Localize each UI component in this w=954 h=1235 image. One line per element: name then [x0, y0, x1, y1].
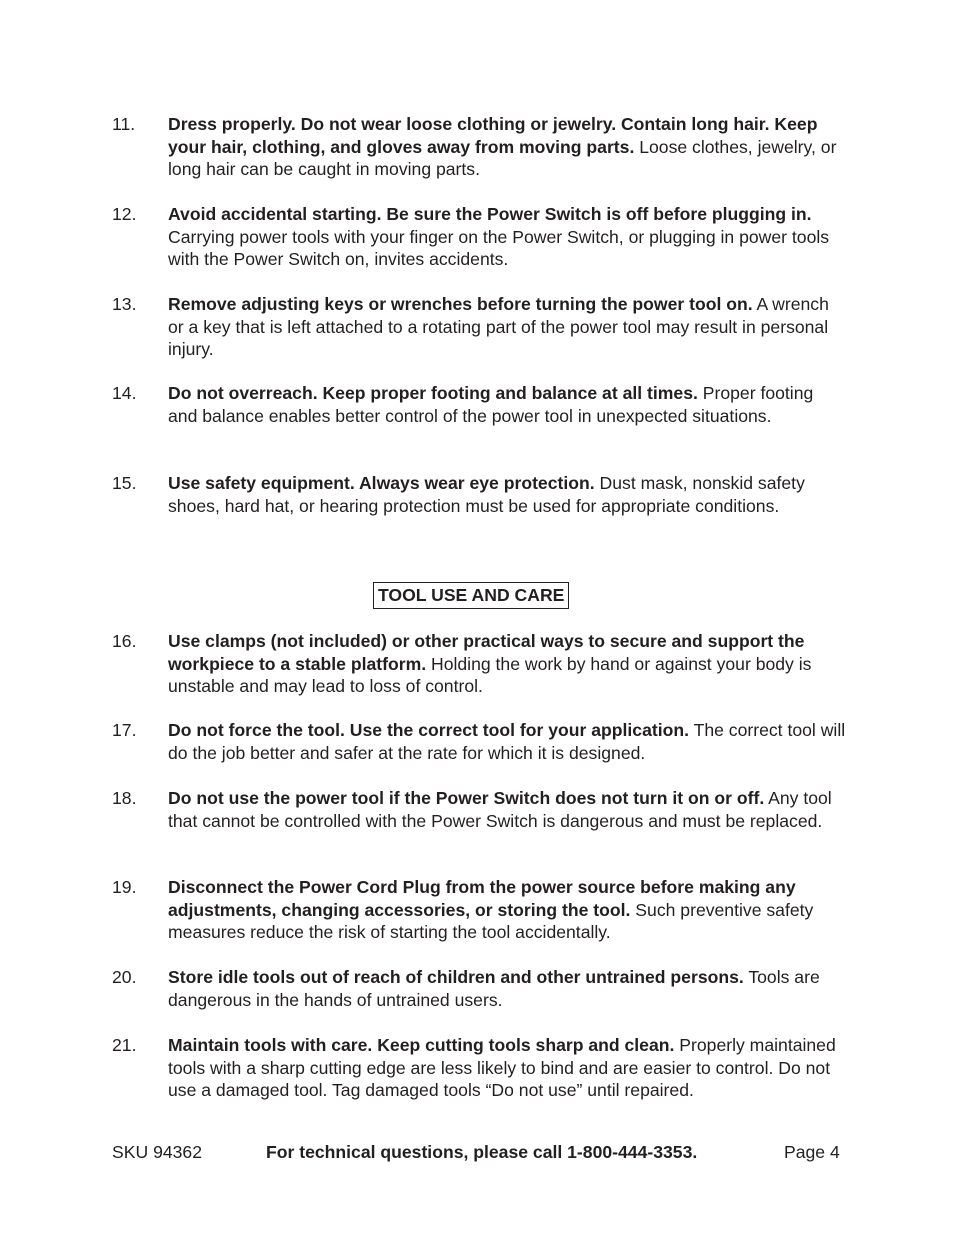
item-text [168, 719, 847, 764]
list-item [112, 876, 847, 944]
list-item [112, 966, 847, 1011]
item-number: 11. [112, 114, 136, 134]
item-bold-text: Disconnect the Power Cord Plug from the power source before making any adjustments, changing accessories, or storing the tool. [168, 877, 796, 920]
item-body-text: Dust mask, nonskid safety shoes, hard hat, or hearing protection must be used for appropriate conditions. [168, 473, 805, 516]
item-number: 19. [112, 877, 137, 897]
item-number: 17. [112, 720, 137, 740]
item-body-text: Loose clothes, jewelry, or long hair can be caught in moving parts. [168, 136, 837, 180]
item-body-text: Holding the work by hand or against your body is unstable and may lead to loss of control. [168, 653, 812, 697]
list-item [112, 113, 847, 181]
item-text [168, 630, 847, 698]
list-item [112, 787, 847, 832]
item-number: 20. [112, 967, 137, 987]
item-bold-text: Do not use the power tool if the Power Switch does not turn it on or off. [168, 788, 765, 808]
item-body-text: Such preventive safety measures reduce the risk of starting the tool accidentally. [168, 899, 814, 943]
item-body-text: Proper footing and balance enables better control of the power tool in unexpected situations. [168, 383, 814, 426]
item-bold-text: Remove adjusting keys or wrenches before turning the power tool on. [168, 294, 753, 314]
item-number: 15. [112, 473, 137, 493]
item-text [168, 113, 847, 181]
item-number: 14. [112, 383, 137, 403]
item-bold-text: Do not force the tool. Use the correct tool for your application. [168, 720, 690, 740]
item-bold-text: Do not overreach. Keep proper footing and balance at all times. [168, 383, 698, 403]
item-text [168, 966, 847, 1011]
item-body-text: Any tool that cannot be controlled with the Power Switch is dangerous and must be replaced. [168, 788, 832, 831]
item-body-text: Tools are dangerous in the hands of untrained users. [168, 967, 820, 1010]
item-text [168, 382, 847, 427]
item-number: 13. [112, 294, 137, 314]
footer-contact: For technical questions, please call 1-800-444-3353. [266, 1142, 698, 1162]
item-bold-text: Use clamps (not included) or other practical ways to secure and support the workpiece to a stable platform. [168, 631, 805, 674]
item-number: 12. [112, 204, 137, 224]
item-body-text: The correct tool will do the job better and safer at the rate for which it is designed. [168, 720, 846, 763]
item-number: 16. [112, 631, 137, 651]
item-bold-text: Use safety equipment. Always wear eye protection. [168, 473, 595, 493]
item-text [168, 787, 847, 832]
list-item [112, 382, 847, 427]
item-bold-text: Avoid accidental starting. Be sure the Power Switch is off before plugging in. [168, 204, 812, 224]
item-text [168, 1034, 847, 1102]
item-body-text: Carrying power tools with your finger on the Power Switch, or plugging in power tools with the Power Switch on, invites accidents. [168, 226, 830, 270]
list-item [112, 472, 847, 517]
item-number: 21. [112, 1035, 137, 1055]
list-item [112, 719, 847, 764]
item-number: 18. [112, 788, 137, 808]
item-text [168, 876, 847, 944]
item-body-text: Properly maintained tools with a sharp cutting edge are less likely to bind and are easier to control. Do not use a damaged tool. Tag damaged tools “Do not use” until repaired. [168, 1035, 836, 1101]
item-bold-text: Store idle tools out of reach of children and other untrained persons. [168, 967, 744, 987]
item-bold-text: Dress properly. Do not wear loose clothing or jewelry. Contain long hair. Keep your hair, clothing, and gloves away from moving parts. [168, 114, 818, 157]
item-text [168, 472, 847, 517]
section-heading: TOOL USE AND CARE [373, 582, 569, 609]
item-bold-text: Maintain tools with care. Keep cutting tools sharp and clean. [168, 1035, 675, 1055]
list-item [112, 293, 847, 361]
list-item [112, 1034, 847, 1102]
item-text [168, 203, 847, 271]
list-item [112, 203, 847, 271]
list-item [112, 630, 847, 698]
item-text [168, 293, 847, 361]
footer-sku: SKU 94362 [112, 1142, 202, 1162]
item-body-text: A wrench or a key that is left attached to a rotating part of the power tool may result in personal injury. [168, 294, 829, 360]
footer-page-number: Page 4 [784, 1142, 840, 1162]
